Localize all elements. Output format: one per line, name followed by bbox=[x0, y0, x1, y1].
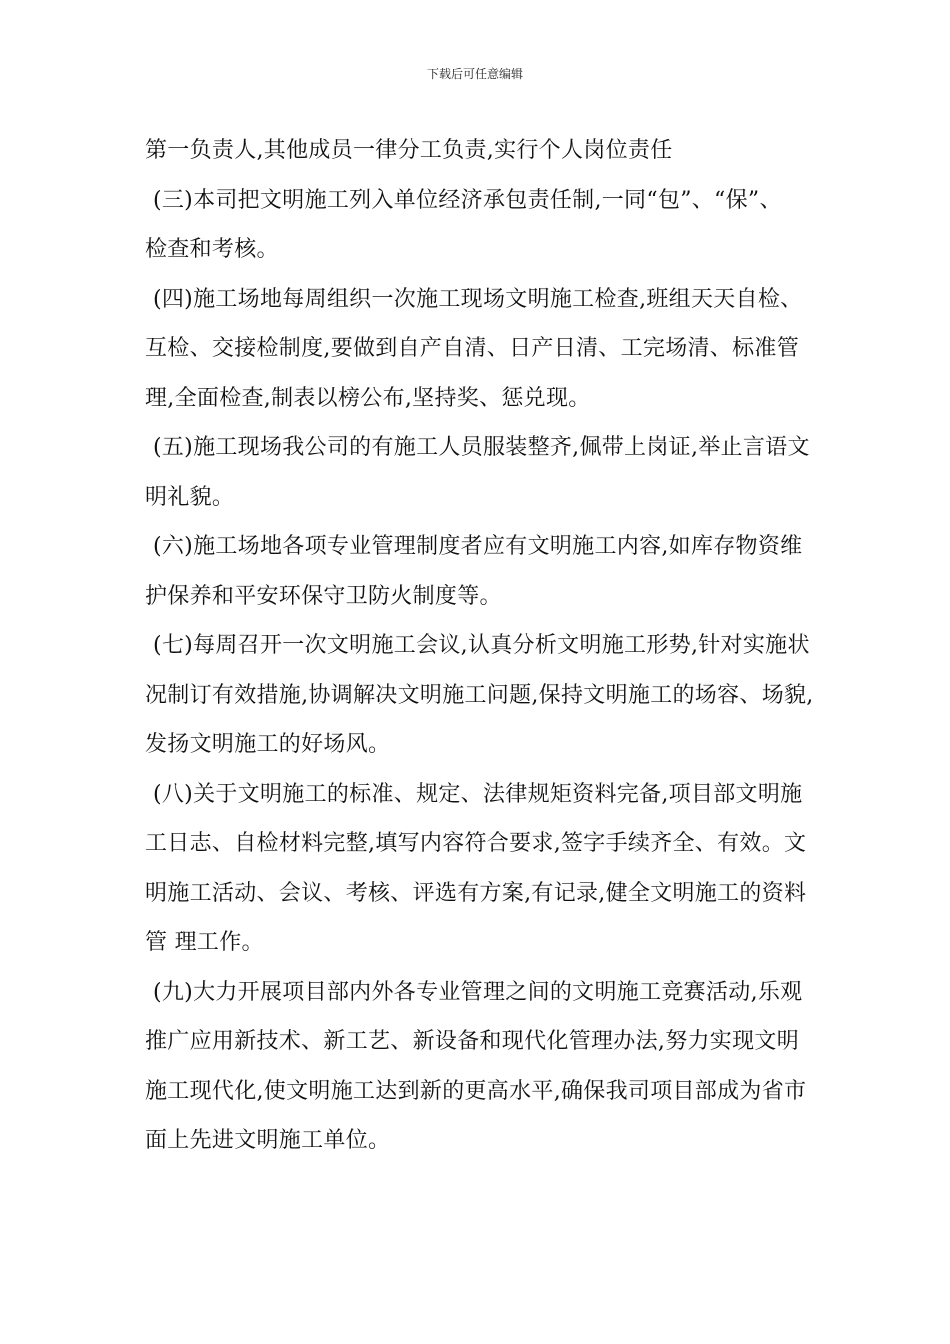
text-line: (八)关于文明施工的标准、规定、法律规矩资料完备,项目部文明施 bbox=[153, 781, 803, 807]
text-line: (四)施工场地每周组织一次施工现场文明施工检查,班组天天自检、 bbox=[153, 286, 803, 312]
text-line: (三)本司把文明施工列入单位经济承包责任制,一同“包”、“保”、 bbox=[153, 187, 782, 213]
text-line: 检查和考核。 bbox=[145, 237, 279, 262]
text-line: 工日志、自检材料完整,填写内容符合要求,签字手续齐全、有效。文 bbox=[145, 831, 807, 856]
page-header-note: 下载后可任意编辑 bbox=[426, 67, 523, 81]
text-line: 理,全面检查,制表以榜公布,坚持奖、惩兑现。 bbox=[145, 385, 591, 411]
text-line: (九)大力开展项目部内外各专业管理之间的文明施工竞赛活动,乐观 bbox=[153, 979, 803, 1005]
text-line: 明礼貌。 bbox=[145, 484, 235, 510]
text-line: 明施工活动、会议、考核、评选有方案,有记录,健全文明施工的资料 bbox=[145, 880, 807, 906]
text-line: 施工现代化,使文明施工达到新的更高水平,确保我司项目部成为省市 bbox=[145, 1078, 807, 1104]
text-line: (六)施工场地各项专业管理制度者应有文明施工内容,如库存物资维 bbox=[153, 534, 803, 559]
text-line: 互检、交接检制度,要做到自产自清、日产日清、工完场清、标准管 bbox=[145, 336, 799, 361]
text-line: 面上先进文明施工单位。 bbox=[145, 1128, 391, 1153]
text-line: 发扬文明施工的好场风。 bbox=[145, 732, 391, 757]
text-line: 护保养和平安环保守卫防火制度等。 bbox=[145, 583, 502, 609]
text-line: 第一负责人,其他成员一律分工负责,实行个人岗位责任 bbox=[145, 138, 673, 163]
text-line: 况制订有效措施,协调解决文明施工问题,保持文明施工的场容、场貌, bbox=[145, 682, 814, 708]
text-line: 管 理工作。 bbox=[145, 930, 264, 955]
text-line: (七)每周召开一次文明施工会议,认真分析文明施工形势,针对实施状 bbox=[153, 633, 810, 658]
text-line: 推广应用新技术、新工艺、新设备和现代化管理办法,努力实现文明 bbox=[145, 1029, 799, 1054]
document-body bbox=[145, 126, 835, 1166]
text-line: (五)施工现场我公司的有施工人员服装整齐,佩带上岗证,举止言语文 bbox=[153, 435, 810, 460]
